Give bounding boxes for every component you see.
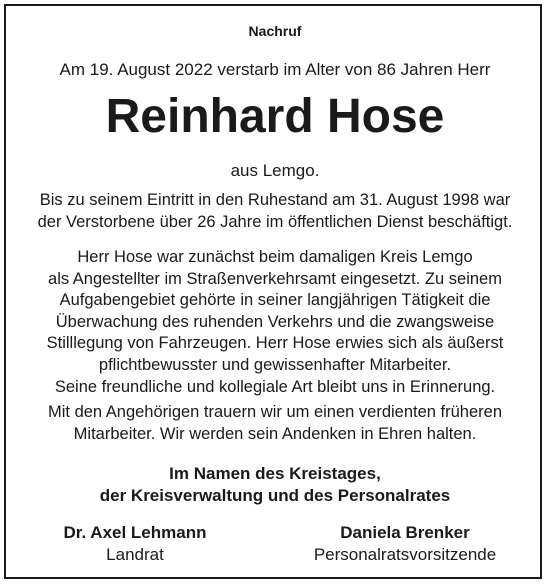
notice-heading: Nachruf: [248, 23, 302, 39]
signatory-name: Daniela Brenker: [340, 523, 470, 542]
origin-line: aus Lemgo.: [230, 161, 320, 180]
paragraph-line: Herr Hose war zunächst beim damaligen Kreis Lemgo: [77, 248, 473, 266]
committee-line: Im Namen des Kreistages,: [169, 464, 381, 483]
committee-line: der Kreisverwaltung und des Personalrates: [99, 486, 451, 505]
paragraph-line: Bis zu seinem Eintritt in den Ruhestand am 31. August 1998 war: [39, 191, 511, 209]
signatory-name: Dr. Axel Lehmann: [63, 523, 207, 542]
signatory-role: Personalratsvorsitzende: [313, 545, 497, 564]
paragraph-line: Mitarbeiter. Wir werden sein Andenken in Ehren halten.: [73, 424, 477, 443]
signatory-left: [30, 522, 240, 566]
paragraph-line: Seine freundliche und kollegiale Art bleibt uns in Erinnerung.: [54, 377, 496, 396]
paragraph-line: Stilllegung von Fahrzeugen. Herr Hose erwies sich als äußerst: [46, 334, 504, 353]
paragraph-line: Mit den Angehörigen trauern wir um einen verdienten früheren: [47, 403, 503, 421]
paragraph-career: [20, 190, 530, 233]
signatory-role: Landrat: [106, 545, 164, 564]
signatory-right: [290, 522, 520, 566]
paragraph-line: der Verstorbene über 26 Jahre im öffentlichen Dienst beschäftigt.: [37, 212, 513, 231]
paragraph-line: Aufgabengebiet gehörte in seiner langjährigen Tätigkeit die: [59, 291, 491, 310]
intro-line: Am 19. August 2022 verstarb im Alter von 86 Jahren Herr: [59, 60, 491, 79]
paragraph-duties: [20, 247, 530, 398]
paragraph-line: Überwachung des ruhenden Verkehrs und die zwangsweise: [55, 312, 495, 331]
paragraph-line: als Angestellter im Straßenverkehrsamt eingesetzt. Zu seinem: [48, 269, 502, 288]
committee-block: [0, 463, 550, 507]
paragraph-condolence: [20, 402, 530, 445]
paragraph-line: pflichtbewusster und gewissenhafter Mitarbeiter.: [98, 355, 452, 374]
deceased-name: Reinhard Hose: [105, 90, 445, 143]
